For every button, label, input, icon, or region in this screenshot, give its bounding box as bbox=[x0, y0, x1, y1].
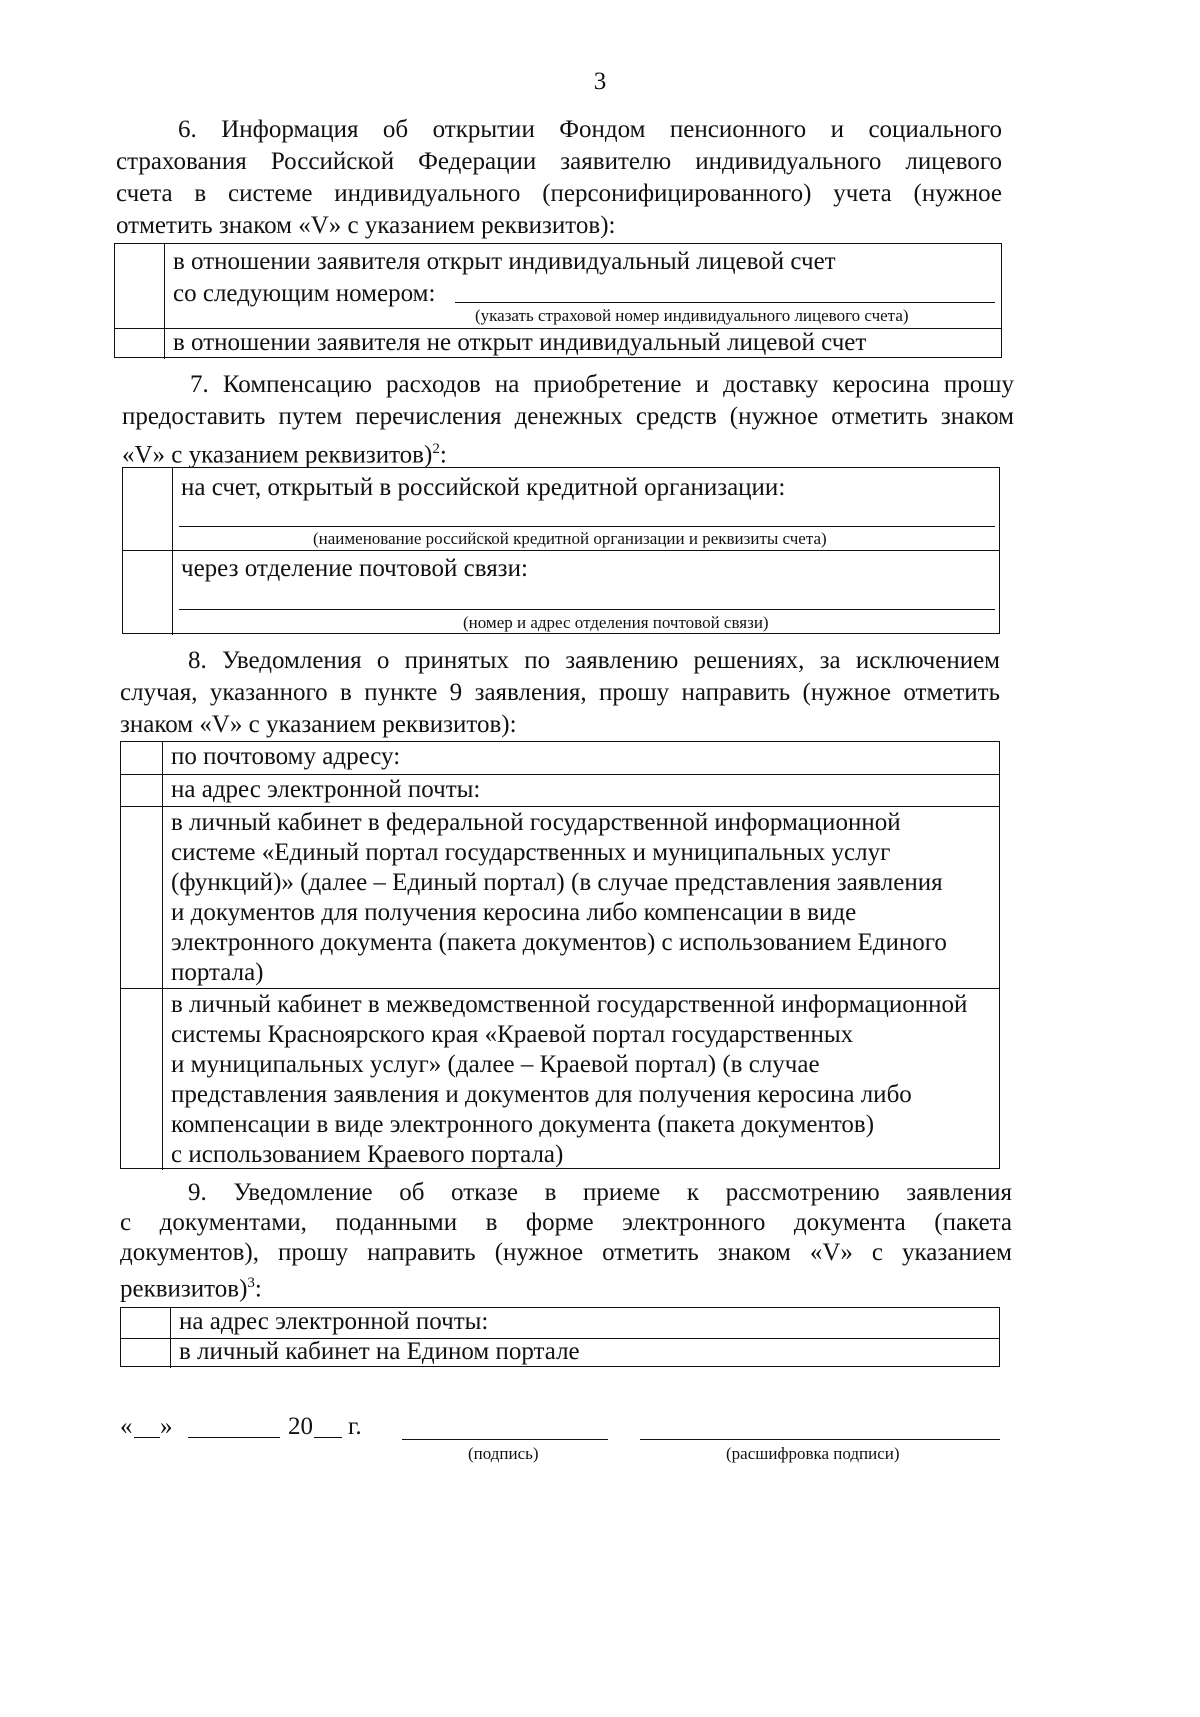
section-7-options-table bbox=[122, 467, 1000, 634]
option-label: в отношении заявителя не открыт индивидуальный лицевой счет bbox=[173, 329, 867, 356]
section-6-options-table bbox=[114, 243, 1002, 358]
section-9-text bbox=[120, 1178, 1012, 1304]
year-suffix: г. bbox=[348, 1413, 362, 1440]
checkbox-regional-portal[interactable] bbox=[121, 989, 163, 1170]
checkbox-post-office[interactable] bbox=[123, 551, 173, 635]
section-6-line: отметить знаком «V» с указанием реквизитов): bbox=[116, 212, 616, 239]
option-label: по почтовому адресу: bbox=[171, 743, 401, 770]
option-label: через отделение почтовой связи: bbox=[181, 555, 528, 582]
option-label: электронного документа (пакета документов) с использованием Единого bbox=[171, 929, 947, 956]
section-7-line: 7. Компенсацию расходов на приобретение и доставку керосина прошу bbox=[190, 371, 1014, 398]
section-7-line: предоставить путем перечисления денежных средств (нужное отметить знаком bbox=[122, 403, 1014, 430]
section-9-option-email bbox=[121, 1308, 999, 1338]
section-8-option-email bbox=[121, 774, 999, 807]
signature-decode-input-line[interactable] bbox=[640, 1439, 1000, 1440]
footnote-mark: 3 bbox=[247, 1275, 255, 1291]
section-6-line: счета в системе индивидуального (персонифицированного) учета (нужное bbox=[116, 180, 1002, 207]
section-8-option-unified-portal bbox=[121, 806, 999, 989]
section-8-line: случая, указанного в пункте 9 заявления, прошу направить (нужное отметить bbox=[120, 679, 1000, 706]
option-label: в личный кабинет на Едином портале bbox=[179, 1338, 580, 1365]
checkbox-account-opened[interactable] bbox=[115, 244, 165, 328]
post-hint: (номер и адрес отделения почтовой связи) bbox=[463, 613, 769, 632]
option-label: компенсации в виде электронного документа (пакета документов) bbox=[171, 1111, 875, 1138]
section-6-option-opened bbox=[115, 244, 1001, 328]
option-label: на адрес электронной почты: bbox=[171, 776, 481, 803]
checkbox-refusal-email[interactable] bbox=[121, 1308, 171, 1338]
snils-input-line[interactable] bbox=[455, 302, 995, 303]
signature-input-line[interactable] bbox=[402, 1439, 608, 1440]
option-label: представления заявления и документов для получения керосина либо bbox=[171, 1081, 912, 1108]
section-6-text bbox=[116, 114, 1002, 242]
section-8-text bbox=[120, 645, 1000, 741]
section-9-line: 9. Уведомление об отказе в приеме к рассмотрению заявления bbox=[188, 1179, 1012, 1206]
option-label: со следующим номером: bbox=[173, 280, 436, 307]
section-9-line: документов), прошу направить (нужное отметить знаком «V» с указанием bbox=[120, 1239, 1012, 1266]
checkbox-refusal-portal[interactable] bbox=[121, 1339, 171, 1368]
year-prefix: 20 bbox=[288, 1413, 313, 1440]
option-label: портала) bbox=[171, 959, 264, 986]
section-6-line: 6. Информация об открытии Фондом пенсионного и социального bbox=[178, 116, 1002, 143]
signature-hint: (подпись) bbox=[468, 1444, 539, 1463]
option-label: в личный кабинет в межведомственной государственной информационной bbox=[171, 991, 968, 1018]
section-7-text bbox=[122, 369, 1014, 471]
section-6-line: страхования Российской Федерации заявителю индивидуального лицевого bbox=[116, 148, 1002, 175]
section-8-option-regional-portal bbox=[121, 988, 999, 1170]
checkbox-bank-account[interactable] bbox=[123, 468, 173, 550]
option-label: с использованием Краевого портала) bbox=[171, 1141, 564, 1168]
option-label: и муниципальных услуг» (далее – Краевой портал) (в случае bbox=[171, 1051, 820, 1078]
section-9-line: с документами, поданными в форме электронного документа (пакета bbox=[120, 1209, 1012, 1236]
year-input-line[interactable] bbox=[314, 1437, 342, 1438]
section-9-line-last: реквизитов)$^3$: bbox=[120, 1275, 262, 1303]
date-close-quote: » bbox=[160, 1413, 173, 1440]
option-label: системы Красноярского края «Краевой портал государственных bbox=[171, 1021, 854, 1048]
section-8-option-postal bbox=[121, 742, 999, 774]
signature-decode-hint: (расшифровка подписи) bbox=[726, 1444, 900, 1463]
month-input-line[interactable] bbox=[188, 1437, 280, 1438]
option-label: на адрес электронной почты: bbox=[179, 1308, 489, 1335]
date-open-quote: « bbox=[120, 1413, 133, 1440]
section-8-line: 8. Уведомления о принятых по заявлению решениях, за исключением bbox=[188, 647, 1000, 674]
snils-hint: (указать страховой номер индивидуального лицевого счета) bbox=[475, 306, 909, 325]
option-label: и документов для получения керосина либо компенсации в виде bbox=[171, 899, 857, 926]
option-label: в личный кабинет в федеральной государственной информационной bbox=[171, 809, 901, 836]
bank-hint: (наименование российской кредитной организации и реквизиты счета) bbox=[313, 529, 827, 548]
section-9-option-portal bbox=[121, 1338, 999, 1368]
section-7-option-post bbox=[123, 550, 999, 635]
option-label: на счет, открытый в российской кредитной организации: bbox=[181, 474, 786, 501]
section-9-options-table bbox=[120, 1307, 1000, 1367]
section-7-option-bank bbox=[123, 468, 999, 550]
section-6-option-not-opened bbox=[115, 328, 1001, 359]
section-7-line-last: «V» с указанием реквизитов)$^2$: bbox=[122, 441, 447, 469]
bank-details-input-line[interactable] bbox=[179, 526, 995, 527]
option-label: в отношении заявителя открыт индивидуальный лицевой счет bbox=[173, 248, 836, 275]
page-number: 3 bbox=[593, 68, 607, 95]
section-8-options-table bbox=[120, 741, 1000, 1169]
checkbox-account-not-opened[interactable] bbox=[115, 329, 165, 359]
checkbox-unified-portal[interactable] bbox=[121, 807, 163, 989]
footnote-mark: 2 bbox=[432, 441, 440, 457]
day-input-line[interactable] bbox=[134, 1437, 160, 1438]
section-8-line: знаком «V» с указанием реквизитов): bbox=[120, 711, 517, 738]
option-label: (функций)» (далее – Единый портал) (в случае представления заявления bbox=[171, 869, 943, 896]
checkbox-postal-address[interactable] bbox=[121, 742, 163, 774]
checkbox-email[interactable] bbox=[121, 775, 163, 807]
option-label: системе «Единый портал государственных и муниципальных услуг bbox=[171, 839, 891, 866]
post-office-input-line[interactable] bbox=[179, 609, 995, 610]
